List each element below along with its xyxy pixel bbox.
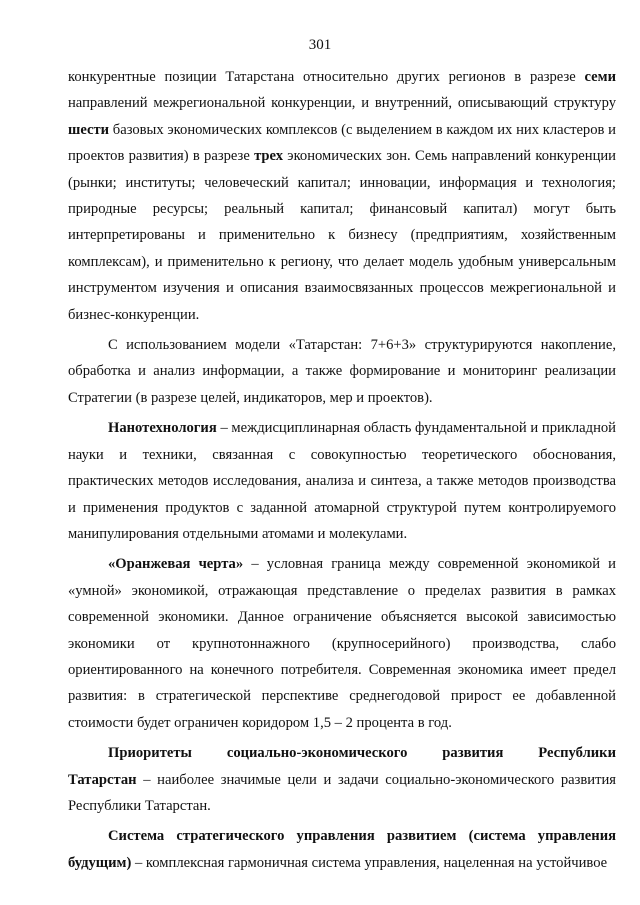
term-nanotechnology: Нанотехнология (108, 420, 217, 437)
term-strategic-management: Система стратегического управления развитием (система управления будущим) (68, 828, 616, 871)
priorities-term-line (68, 740, 616, 766)
definition-text: – комплексная гармоничная система управления, нацеленная на устойчивое (131, 854, 608, 871)
term-word: социально-экономического (226, 745, 408, 762)
priorities-definition (68, 767, 616, 820)
text-segment: направлений межрегиональной конкуренции, и внутренний, описывающий структуру (68, 95, 616, 112)
term-word: развития (442, 745, 504, 762)
term-orange-line: «Оранжевая черта» (108, 556, 244, 573)
paragraph-competition-model (68, 64, 616, 328)
text-segment: экономических зон. Семь направлений конкуренции (рынки; институты; человеческий капитал; инновации, информация и технология; природные ресурсы; реальный капитал; финансовый капитал) могут быть интерпретированы и применительно к бизнесу (предприятиям, хозяйственным комплексам), и применительно к региону, что делает модель удобным универсальным инструментом изучения и описания взаимосвязанных процессов межрегиональной и бизнес-конкуренции. (68, 148, 616, 323)
bold-term-seven: семи (584, 69, 616, 85)
paragraph-orange-line (68, 551, 616, 736)
paragraph-strategic-management (68, 823, 616, 876)
text-segment: конкурентные позиции Татарстана относительно других регионов в разрезе (68, 69, 585, 85)
definition-text: – междисциплинарная область фундаментальной и прикладной науки и техники, связанная с совокупностью теоретического обоснования, практических методов исследования, анализа и синтеза, а также методов производства и применения продуктов с заданной атомарной структурой путем контролируемого манипулирования отдельными атомами и молекулами. (68, 420, 616, 542)
page-number: 301 (308, 37, 332, 53)
bold-term-three: трех (254, 148, 284, 165)
definition-text: – условная граница между современной экономикой и «умной» экономикой, отражающая представление о пределах развития в рамках современной экономики. Данное ограничение объясняется высокой зависимостью экономики от крупнотоннажного (крупносерийного) производства, слабо ориентированного на конечного потребителя. Современная экономика имеет предел развития: в стратегической перспективе среднегодовой прирост ее добавленной стоимости будет ограничен коридором 1,5 – 2 процента в год. (68, 556, 616, 731)
document-body (68, 64, 616, 880)
text-segment: базовых экономических комплексов (с выделением в каждом их них кластеров и проектов развития) в разрезе (68, 121, 616, 165)
paragraph-priorities (68, 740, 616, 819)
term-word: Приоритеты (108, 745, 192, 762)
bold-term-six: шести (68, 121, 110, 138)
term-word: Республики (538, 745, 616, 762)
definition-text: – наиболее значимые цели и задачи социально-экономического развития Республики Татарстан. (68, 771, 616, 814)
paragraph-model-usage: С использованием модели «Татарстан: 7+6+3» структурируются накопление, обработка и анализ информации, а также формирование и мониторинг реализации Стратегии (в разрезе целей, индикаторов, мер и проектов). (68, 337, 616, 406)
term-tatarstan: Татарстан (68, 771, 137, 788)
paragraph-nanotechnology (68, 415, 616, 547)
